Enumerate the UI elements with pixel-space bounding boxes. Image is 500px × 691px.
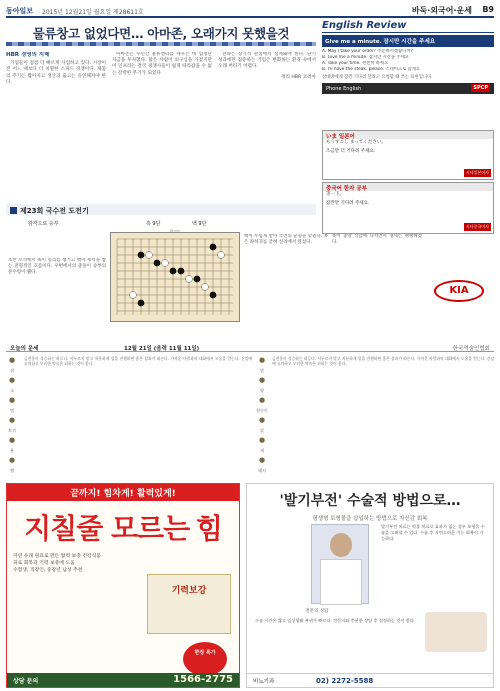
baduk-text-right: 흑이 중앙 삭감에 나서면서 형세는 팽팽해졌다. — [332, 234, 422, 246]
page-header — [6, 4, 494, 18]
zodiac-label: 소 — [10, 388, 14, 393]
baduk-icon — [10, 207, 17, 214]
japanese-tag: 시사일본어사 — [465, 170, 489, 175]
fortune-text-left: 금전운이 상승하는 하루다. 서두르지 말고 차분하게 일을 진행하면 좋은 결과가 따른다. 가까운 사람과의 대화에서 도움을 얻는다. 건강에 유의하고 무리한 약속은 피하는 것이 좋다. — [24, 356, 252, 366]
ad-right-footer — [247, 673, 493, 687]
english-review-box — [322, 20, 494, 128]
baduk-text-left: 초반 포석에서 흑이 실리를 챙기고 백이 세력을 쌓는 전형적인 흐름이다. 우변에서의 충돌이 승부의 분수령이 됐다. — [8, 258, 106, 276]
ad-left-lines — [7, 553, 239, 574]
hbr-column-1 — [6, 52, 106, 200]
ad-right-subtitle: 평생형 보형물을 삽입하는 방법으로 자신감 회복 — [312, 516, 428, 522]
zodiac-label: 범 — [10, 408, 14, 413]
hbr-article-title: 물류창고 없었다면… 아마존, 오래가지 못했을것 — [32, 26, 290, 41]
zodiac-label: 닭 — [260, 428, 264, 433]
english-banner-text: Phone English — [326, 86, 362, 92]
hbr-col1-text: 기업들이 점점 더 빠르게 사업하고 있다. 시장이 전 어느 때보다 더 치열한 스피드 경쟁이다. 제품의 주기는 짧아지고 생산과 출고는 유연해져야 한다. — [6, 61, 106, 85]
chinese-title: 중국어 한자 공부 — [323, 183, 493, 191]
english-line: B. I'll have the steak, please. 스테이크로 할게요 — [322, 67, 421, 72]
english-line: B. Give me a minute. 잠시만 시간을 주세요 — [322, 55, 409, 60]
baduk-player-black: 흑 9단 — [146, 221, 161, 227]
zodiac-label: 뱀 — [10, 468, 14, 473]
english-line: A. Take your time. 천천히 하세요 — [322, 61, 389, 66]
ad-left-line: 피로 회복과 기력 보충에 도움 — [13, 561, 75, 566]
english-review-subtitle: Give me a minute. 잠시만 시간을 주세요 — [322, 35, 494, 47]
zodiac-icon: ● — [258, 456, 266, 464]
chinese-tag: 시사중국어사 — [465, 224, 489, 229]
zodiac-label: 원숭이 — [256, 408, 268, 413]
zodiac-label: 양 — [260, 388, 264, 393]
zodiac-label: 토끼 — [8, 428, 16, 433]
zodiac-label: 개 — [260, 448, 264, 453]
ad-right-body-2: 수술 시간은 짧고 일상생활 복귀가 빠르다. 전문의와 충분한 상담 후 결정하는 것이 좋다. — [255, 618, 416, 623]
zodiac-icon: ● — [8, 356, 16, 364]
hbr-heading: HBR 경영의 지혜 — [6, 52, 50, 58]
ad-clinic[interactable] — [246, 483, 494, 688]
hbr-byline: 정리 HBR 코리아 — [281, 74, 316, 80]
ad-left-slogan: 끝까지! 힘차게! 활력있게! — [7, 484, 239, 501]
chinese-translation: 잠깐만 기다려 주세요. — [326, 200, 370, 206]
ad-left-product-package: 기력보강 — [147, 574, 231, 634]
fortune-title: 오늘의 운세 — [10, 346, 39, 352]
zodiac-icon: ● — [258, 436, 266, 444]
hbr-col3-text: 전략은 장기적 관점에서 설계돼야 한다. 단기 성과에만 집중하는 기업은 변화하는 환경 속에서 오래 버티기 어렵다. — [218, 52, 316, 70]
zodiac-label: 쥐 — [10, 368, 14, 373]
section-name: 바둑·외국어·운세 — [411, 6, 472, 15]
ad-right-title: '발기부전' 수술적 방법으로… — [279, 493, 461, 509]
page-number: B9 — [482, 5, 494, 14]
fortune-source: 한국역술인협회 — [452, 346, 490, 352]
hbr-col2-text: 아마존은 수년간 물류센터를 세우는 데 엄청난 자금을 투자했다. 많은 사람이 의구심을 가졌지만 이 인프라는 결국 경쟁사들이 쉽게 따라잡을 수 없는 강력한 무기가 되었다. — [112, 52, 212, 76]
zodiac-icon: ● — [8, 376, 16, 384]
ad-right-photo-caption: 전문의 상담 — [305, 609, 329, 614]
ad-left-headline-accent: 힘 — [195, 512, 222, 545]
english-dialog — [322, 49, 494, 73]
english-banner — [322, 83, 494, 94]
fortune-text-right: 금전운이 상승하는 하루다. 서두르지 말고 차분하게 일을 진행하면 좋은 결과가 따른다. 가까운 사람과의 대화에서 도움을 얻는다. 건강에 유의하고 무리한 약속은 피하는 것이 좋다. — [272, 356, 494, 366]
baduk-event: 감각으로 승부 — [28, 221, 59, 227]
zodiac-label: 용 — [10, 448, 14, 453]
ad-left-footer-label: 상담 문의 — [13, 678, 39, 685]
ad-right-body-1: 발기부전 치료는 약물 치료로 효과가 없는 경우 보형물 수술을 고려할 수 있다. 수술 후 자연스러운 기능 회복이 가능하다. — [381, 524, 485, 541]
ad-right-feet-photo — [425, 612, 487, 652]
kia-logo: KIA — [434, 280, 484, 302]
japanese-title: いま 일본어 — [323, 131, 493, 139]
ad-left-phone: 1566-2775 — [173, 674, 233, 685]
hbr-decorative-band — [6, 42, 316, 46]
ad-left-line: 자연 유래 원료로 만든 활력 보충 건강식품 — [13, 554, 101, 559]
ad-right-phone: 02) 2272-5588 — [316, 677, 374, 685]
zodiac-icon: ● — [8, 416, 16, 424]
zodiac-icon: ● — [8, 436, 16, 444]
zodiac-icon: ● — [258, 356, 266, 364]
ad-left-offer-seal: 한정 특가 — [183, 642, 227, 676]
baduk-players — [6, 218, 316, 228]
english-note: 상대방에게 잠깐 기다려 달라고 요청할 때 쓰는 표현입니다. — [322, 75, 433, 80]
japanese-line: もうすこし まってください。 — [326, 140, 386, 145]
english-review-title: English Review — [322, 20, 494, 33]
baduk-text-mid: 백이 두텁게 받아 국면의 균형을 맞췄다. 흑은 좌하귀를 굳혀 실리에서 앞섰다. — [244, 234, 328, 246]
zodiac-label: 말 — [260, 368, 264, 373]
ad-left-line: 수험생, 직장인, 중장년 남성 추천 — [13, 568, 83, 573]
zodiac-icon: ● — [8, 396, 16, 404]
japanese-translation: 조금만 더 기다려 주세요. — [326, 148, 376, 154]
kia-sponsor-ad — [426, 240, 492, 312]
fortune-header — [6, 342, 494, 352]
hbr-column-3 — [218, 52, 316, 200]
ad-energy-supplement[interactable] — [6, 483, 240, 688]
ad-left-headline: 지칠줄 모르는 힘 — [24, 512, 222, 545]
chinese-line: 等一下。 — [326, 192, 344, 197]
zodiac-icon: ● — [258, 396, 266, 404]
zodiac-icon: ● — [258, 376, 266, 384]
go-board-grid — [111, 233, 239, 321]
ad-left-footer — [7, 673, 239, 687]
baduk-board — [110, 232, 240, 322]
baduk-section-title: 제23회 국수전 도전기 — [6, 204, 316, 215]
japanese-box — [322, 130, 494, 180]
doctor-photo — [311, 524, 369, 604]
fortune-date: 12월 21일 (음력 11월 11일) — [124, 346, 200, 352]
hbr-column-2 — [112, 52, 212, 200]
chinese-box — [322, 182, 494, 234]
newspaper-brand: 동아일보 — [6, 7, 34, 15]
zodiac-label: 돼지 — [258, 468, 266, 473]
doctor-coat — [320, 559, 362, 605]
doctor-head — [330, 533, 352, 557]
issue-date: 2015년 12월21일 월요일 제28611호 — [42, 9, 144, 16]
zodiac-icon: ● — [8, 456, 16, 464]
baduk-player-white: 백 9단 — [192, 221, 207, 227]
zodiac-icon: ● — [258, 416, 266, 424]
english-banner-tag: SPCP — [473, 85, 488, 91]
english-line: A. May I take your order? 주문하시겠습니까? — [322, 49, 413, 54]
ad-right-clinic-name: 비뇨기과 — [253, 679, 275, 685]
